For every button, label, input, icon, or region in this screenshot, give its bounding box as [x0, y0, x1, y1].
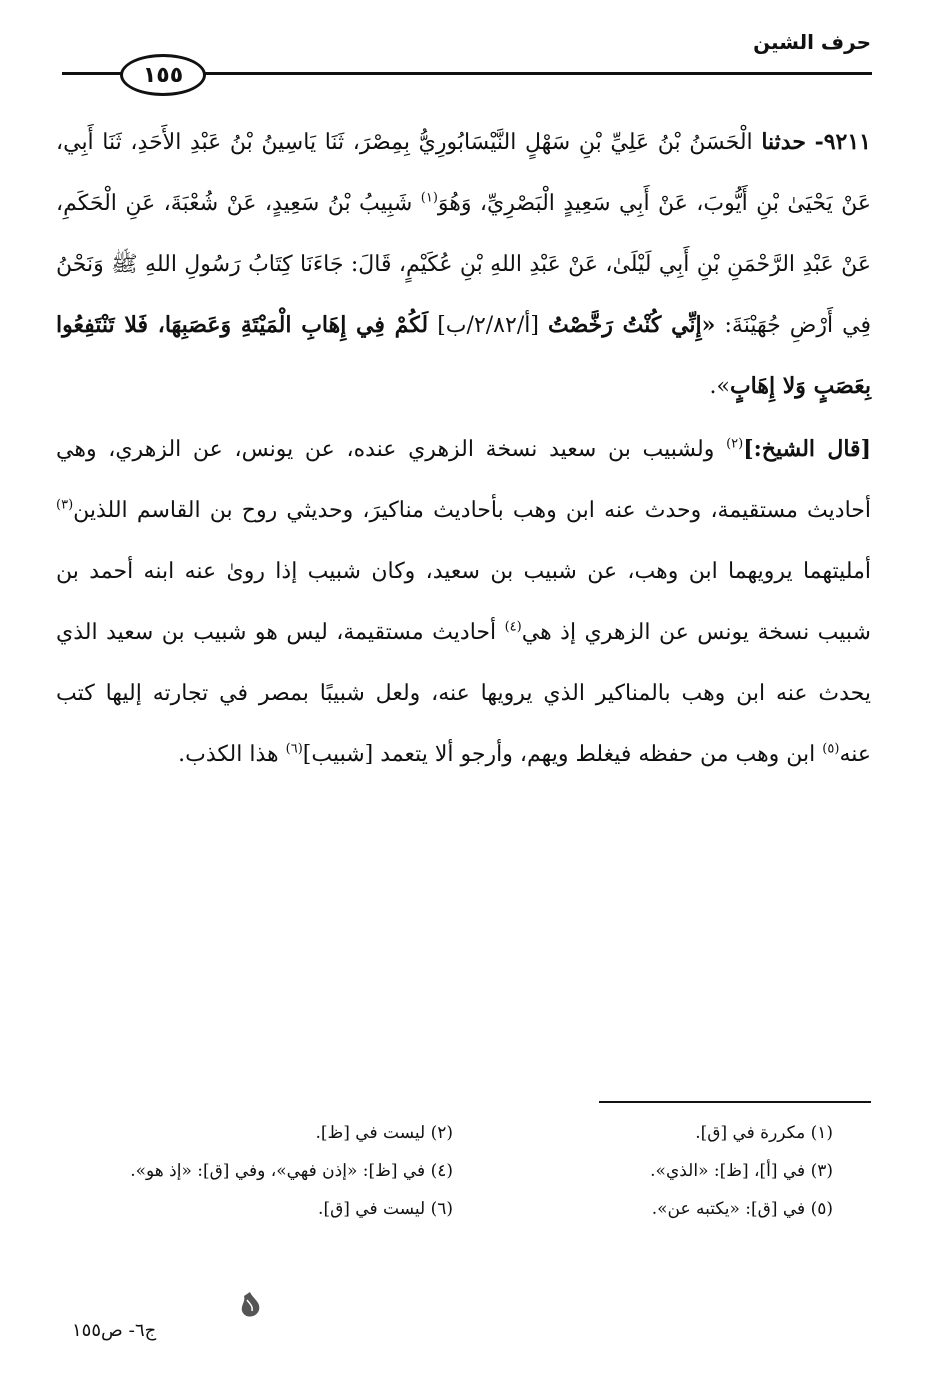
- footnote-4: (٤) في [ظ]: «إذن فهي»، وفي [ق]: «إذ هو».: [130, 1161, 453, 1181]
- commentary-text-1: ولشبيب بن سعيد نسخة الزهري عنده، عن يونس، عن الزهري، وهي أحاديث مستقيمة، وحدث عنه ابن وهب بأحاديث مناكيرَ، وحديثي روح بن القاسم اللذين: [56, 437, 871, 523]
- volume-page-signature: ج٦- ص١٥٥: [72, 1320, 157, 1341]
- isnad-opening: حدثنا: [761, 129, 806, 155]
- footnote-ref-4: (٤): [504, 619, 522, 635]
- isnad-chain-continued: شَبِيبُ بْنُ سَعِيدٍ، عَنْ شُعْبَةَ، عَنِ الْحَكَمِ، عَنْ عَبْدِ الرَّحْمَنِ بْنِ أَبِي لَيْلَىٰ، عَنْ عَبْدِ اللهِ بْنِ عُكَيْمٍ، قَالَ: جَاءَنَا كِتَابُ رَسُولِ اللهِ ﷺ وَنَحْنُ فِي أَرْضِ جُهَيْنَةَ:: [56, 191, 872, 338]
- commentary-text-3: أحاديث مستقيمة، ليس هو شبيب بن سعيد الذي يحدث عنه ابن وهب بالمناكير الذي يرويها عنه، ولعل شبيبًا بمصر في تجارته إليها كتب عنه: [56, 620, 871, 767]
- hadith-entry: [56, 112, 871, 417]
- page-number-badge: ١٥٥: [120, 54, 206, 96]
- footnote-ref-1: (١): [420, 190, 438, 206]
- footnote-2: (٢) ليست في [ظ].: [315, 1123, 453, 1143]
- footnotes: [73, 1114, 833, 1228]
- commentary-text-2: أمليتهما يرويهما ابن وهب، عن شبيب بن سعيد، وكان شبيب إذا روىٰ عنه ابنه أحمد بن شبيب نسخة يونس عن الزهري إذ هي: [56, 559, 871, 645]
- commentary-text-5: هذا الكذب.: [178, 742, 279, 767]
- isnad-chain: الْحَسَنُ بْنُ عَلِيِّ بْنِ سَهْلٍ النَّيْسَابُورِيُّ بِمِصْرَ، ثَنَا يَاسِينُ بْنُ عَبْدِ الأَحَدِ، ثَنَا أَبِي، عَنْ يَحْيَىٰ بْنِ أَيُّوبَ، عَنْ أَبِي سَعِيدٍ الْبَصْرِيِّ، وَهُوَ: [56, 130, 872, 216]
- hadith-text-close: ».: [709, 374, 730, 399]
- footnote-5: (٥) في [ق]: «يكتبه عن».: [651, 1199, 833, 1219]
- footnote-ref-6: (٦): [285, 741, 303, 757]
- footnote-row: [73, 1152, 833, 1190]
- footnote-3: (٣) في [أ]، [ظ]: «الذي».: [650, 1161, 833, 1181]
- footnote-ref-5: (٥): [822, 741, 840, 757]
- commentary-label: [قال الشيخ:]: [743, 436, 871, 462]
- commentary-paragraph: [56, 419, 871, 785]
- footnote-rule: [599, 1101, 871, 1103]
- running-head: حرف الشين: [753, 30, 871, 54]
- footnote-row: [73, 1114, 833, 1152]
- main-text: [56, 112, 871, 785]
- commentary-text-4: ابن وهب من حفظه فيغلط ويهم، وأرجو ألا يتعمد [شبيب]: [302, 742, 816, 767]
- footnote-ref-3: (٣): [56, 497, 74, 513]
- hadith-number: ٩٢١١-: [814, 129, 871, 155]
- footnote-6: (٦) ليست في [ق].: [318, 1199, 453, 1219]
- manuscript-reference: [أ/٢/٨٢/ب]: [437, 313, 539, 338]
- hadith-text: لَكُمْ فِي إِهَابِ الْمَيْتَةِ وَعَصَبِهَا، فَلا تَنْتَفِعُوا بِعَصَبٍ وَلا إِهَابٍ: [56, 312, 871, 399]
- footnote-ref-2: (٢): [726, 436, 744, 452]
- printer-ornament-icon: [235, 1290, 265, 1320]
- footnote-row: [73, 1190, 833, 1228]
- hadith-text-opening: «إِنِّي كُنْتُ رَخَّصْتُ: [548, 312, 716, 338]
- footnote-1: (١) مكررة في [ق].: [695, 1123, 833, 1143]
